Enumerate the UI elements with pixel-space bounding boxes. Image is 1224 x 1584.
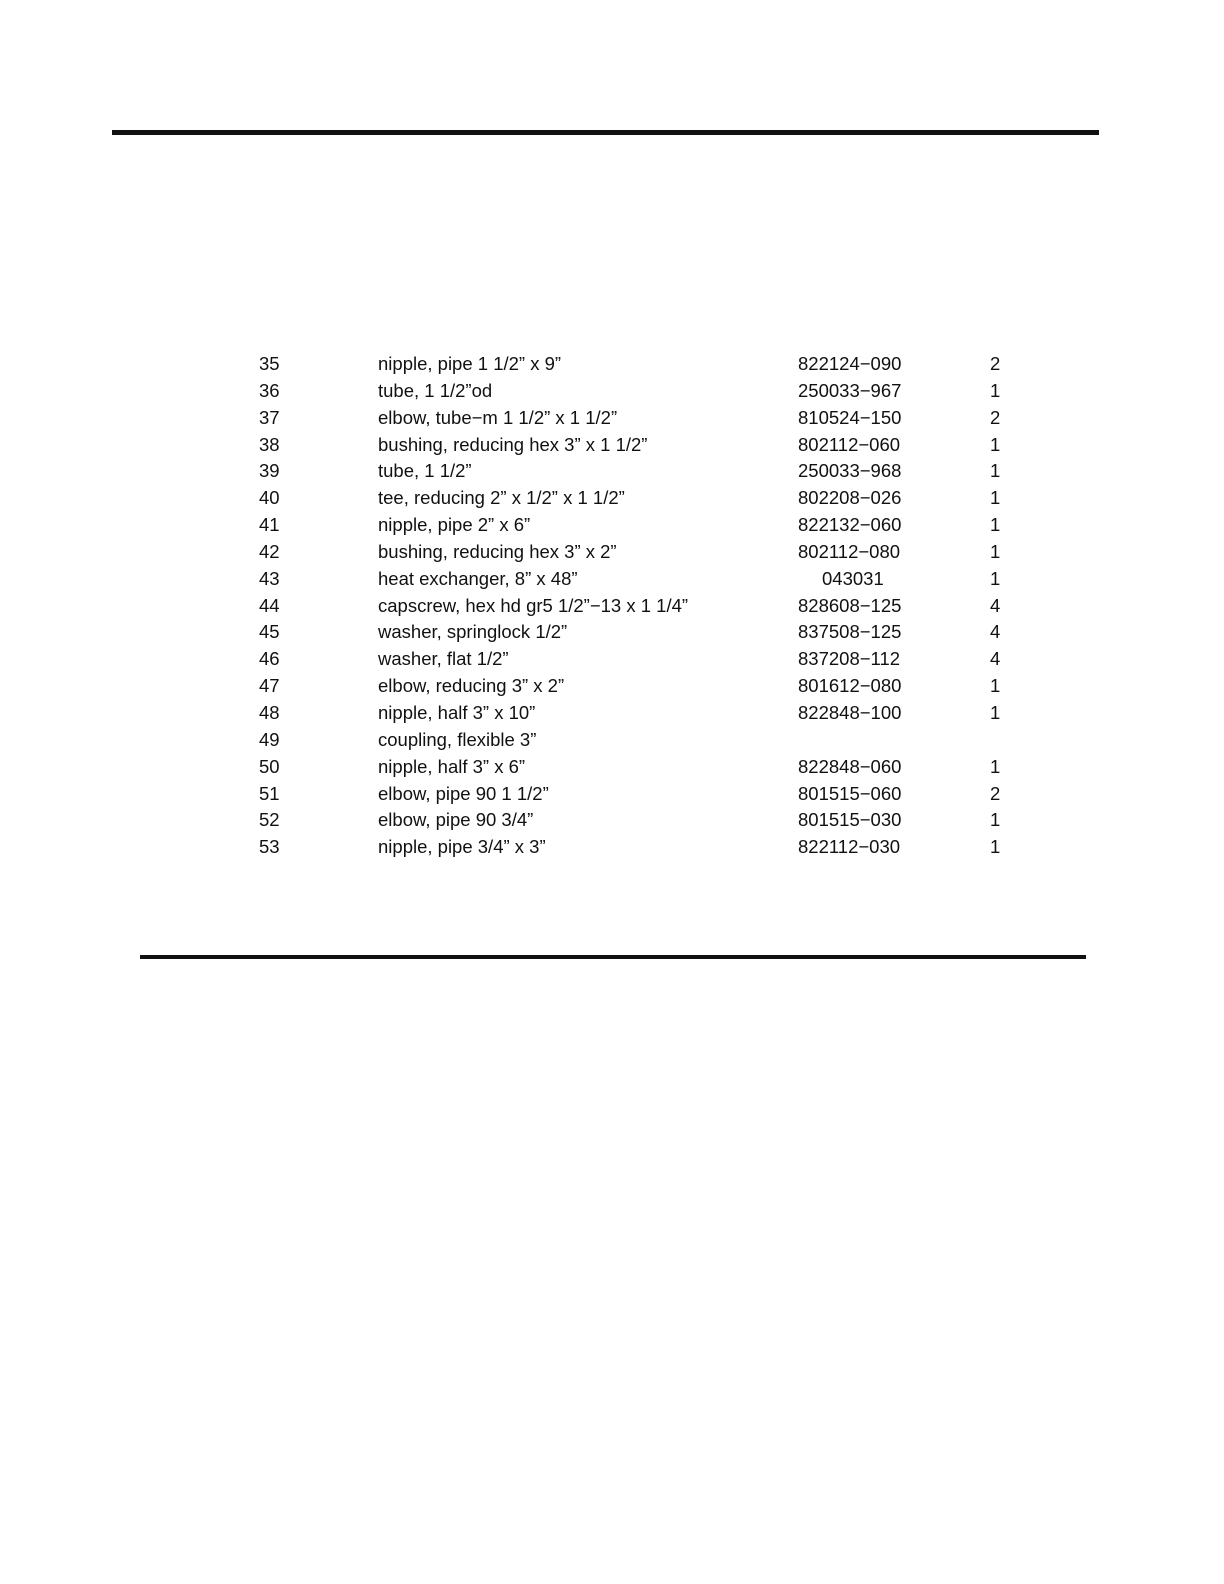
part-number: 822132−060: [798, 514, 902, 536]
part-number: 043031: [822, 567, 884, 589]
item-description: heat exchanger, 8” x 48”: [378, 567, 578, 589]
item-description: washer, springlock 1/2”: [378, 621, 568, 643]
part-number: 801515−060: [798, 782, 902, 804]
parts-row: [0, 781, 1224, 808]
item-description: nipple, pipe 3/4” x 3”: [378, 836, 546, 858]
item-description: elbow, pipe 90 1 1/2”: [378, 782, 549, 804]
bottom-rule: [140, 955, 1086, 959]
quantity: 1: [990, 433, 1001, 455]
item-number: 49: [259, 728, 280, 750]
quantity: 1: [990, 487, 1001, 509]
part-number: 801515−030: [798, 809, 902, 831]
part-number: 837508−125: [798, 621, 902, 643]
top-rule: [112, 130, 1099, 135]
item-number: 44: [259, 594, 280, 616]
quantity: 4: [990, 594, 1001, 616]
part-number: 802112−060: [798, 433, 901, 455]
part-number: 802112−080: [798, 540, 901, 562]
quantity: 1: [990, 701, 1001, 723]
parts-row: [0, 405, 1224, 432]
parts-row: [0, 834, 1224, 861]
quantity: 1: [990, 460, 1001, 482]
item-number: 52: [259, 809, 280, 831]
item-number: 45: [259, 621, 280, 643]
item-number: 39: [259, 460, 280, 482]
parts-row: [0, 539, 1224, 566]
quantity: 2: [990, 782, 1001, 804]
parts-row: [0, 458, 1224, 485]
part-number: 810524−150: [798, 406, 902, 428]
item-number: 50: [259, 755, 280, 777]
quantity: 1: [990, 567, 1001, 589]
item-number: 38: [259, 433, 280, 455]
item-number: 46: [259, 648, 280, 670]
part-number: 828608−125: [798, 594, 902, 616]
parts-row: [0, 754, 1224, 781]
item-number: 43: [259, 567, 280, 589]
quantity: 1: [990, 755, 1001, 777]
quantity: 1: [990, 809, 1001, 831]
parts-row: [0, 485, 1224, 512]
item-number: 47: [259, 675, 280, 697]
item-description: nipple, half 3” x 6”: [378, 755, 526, 777]
parts-row: [0, 351, 1224, 378]
part-number: 822848−060: [798, 755, 902, 777]
item-number: 37: [259, 406, 280, 428]
item-number: 41: [259, 514, 280, 536]
item-description: bushing, reducing hex 3” x 1 1/2”: [378, 433, 648, 455]
parts-list: [0, 351, 1224, 861]
part-number: 822112−030: [798, 836, 901, 858]
quantity: 4: [990, 648, 1001, 670]
item-description: nipple, pipe 1 1/2” x 9”: [378, 353, 562, 374]
part-number: 837208−112: [798, 648, 901, 670]
quantity: 1: [990, 379, 1001, 401]
parts-row: [0, 646, 1224, 673]
item-description: nipple, half 3” x 10”: [378, 701, 536, 723]
parts-row: [0, 673, 1224, 700]
item-number: 36: [259, 379, 280, 401]
item-number: 51: [259, 782, 280, 804]
item-number: 48: [259, 701, 280, 723]
item-description: capscrew, hex hd gr5 1/2”−13 x 1 1/4”: [378, 594, 689, 616]
parts-row: [0, 727, 1224, 754]
parts-row: [0, 566, 1224, 593]
parts-row: [0, 807, 1224, 834]
quantity: 1: [990, 675, 1001, 697]
item-description: elbow, pipe 90 3/4”: [378, 809, 534, 831]
parts-row: [0, 593, 1224, 620]
parts-row: [0, 619, 1224, 646]
part-number: 822124−090: [798, 353, 902, 374]
item-description: nipple, pipe 2” x 6”: [378, 514, 531, 536]
item-description: elbow, tube−m 1 1/2” x 1 1/2”: [378, 406, 618, 428]
item-number: 42: [259, 540, 280, 562]
parts-row: [0, 378, 1224, 405]
part-number: 801612−080: [798, 675, 902, 697]
quantity: 4: [990, 621, 1001, 643]
item-description: bushing, reducing hex 3” x 2”: [378, 540, 617, 562]
part-number: 250033−968: [798, 460, 902, 482]
part-number: 822848−100: [798, 701, 902, 723]
part-number: 250033−967: [798, 379, 902, 401]
parts-row: [0, 512, 1224, 539]
item-description: elbow, reducing 3” x 2”: [378, 675, 565, 697]
item-description: tube, 1 1/2”od: [378, 379, 493, 401]
quantity: 1: [990, 514, 1001, 536]
quantity: 1: [990, 540, 1001, 562]
item-number: 40: [259, 487, 280, 509]
item-description: tube, 1 1/2”: [378, 460, 472, 482]
parts-row: [0, 432, 1224, 459]
quantity: 1: [990, 836, 1001, 858]
part-number: 802208−026: [798, 487, 902, 509]
item-description: coupling, flexible 3”: [378, 728, 537, 750]
quantity: 2: [990, 406, 1001, 428]
item-description: washer, flat 1/2”: [378, 648, 509, 670]
quantity: 2: [990, 353, 1001, 374]
item-description: tee, reducing 2” x 1/2” x 1 1/2”: [378, 487, 625, 509]
parts-row: [0, 700, 1224, 727]
item-number: 53: [259, 836, 280, 858]
item-number: 35: [259, 353, 280, 374]
